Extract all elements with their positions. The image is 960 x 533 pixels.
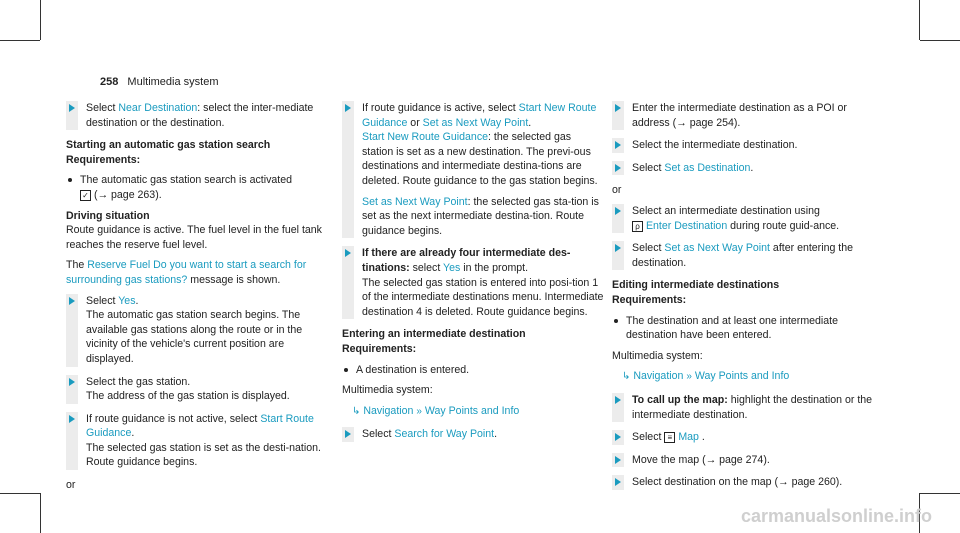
step-item: Select Set as Destination. xyxy=(612,161,874,176)
or-label: or xyxy=(66,479,76,492)
ui-term: Set as Next Way Point xyxy=(664,242,770,255)
double-chevron-icon: » xyxy=(686,371,692,383)
requirements-label: Requirements: xyxy=(612,293,687,306)
step-arrow-icon xyxy=(615,433,621,441)
column-1 xyxy=(66,101,328,493)
crop-mark xyxy=(920,493,960,494)
step-arrow-icon xyxy=(345,104,351,112)
step-item: Select an intermediate destination using ρ Enter Destination during route guid-ance. xyxy=(612,204,874,233)
step-arrow-icon xyxy=(615,141,621,149)
step-item: Enter the intermediate destination as a POI or address (→ page 254). xyxy=(612,101,874,130)
step-arrow-icon xyxy=(69,415,75,423)
section-heading: Editing intermediate destinations xyxy=(612,279,780,292)
step-item: Select ≡ Map . xyxy=(612,430,874,445)
crop-mark xyxy=(0,40,40,41)
ui-term: Set as Next Way Point xyxy=(422,116,529,129)
section-title: Multimedia system xyxy=(127,76,219,88)
crop-mark xyxy=(40,493,41,533)
paragraph: Multimedia system: xyxy=(612,349,703,362)
bullet-item: The destination and at least one intermediate destination have been entered. xyxy=(612,314,874,343)
section-heading: Starting an automatic gas station search xyxy=(66,139,271,152)
requirements-label: Requirements: xyxy=(66,153,141,166)
ui-term: Set as Destination xyxy=(664,161,751,174)
step-item: If there are already four intermediate des-tinations: select Yes in the prompt. The selected gas station is entered into posi-tion 1 of the intermediate destinations menu. Intermediate destination 4 is deleted. Route guidance begins. xyxy=(342,246,604,319)
step-item: Select Yes. The automatic gas station search begins. The available gas stations along the route or in the vicinity of the vehicle's current position are displayed. xyxy=(66,294,328,367)
search-icon: ρ xyxy=(632,221,643,232)
section-heading: Driving situation xyxy=(66,209,150,222)
step-arrow-icon xyxy=(69,378,75,386)
ui-term: Map xyxy=(678,431,699,444)
page-header xyxy=(100,76,219,88)
or-label: or xyxy=(612,184,622,197)
ui-term: Enter Destination xyxy=(645,219,728,232)
step-item: If route guidance is active, select Start New Route Guidance or Set as Next Way Point. Start New Route Guidance: the selected gas station is set as a new destination. The previ-ous destinations and intermediate destina-tions are deleted. Route guidance to the gas station begins. Set as Next Way Point: the selected gas sta-tion is set as the next intermediate destina-tion. Route guidance begins. xyxy=(342,101,604,238)
step-arrow-icon xyxy=(69,104,75,112)
step-arrow-icon xyxy=(615,164,621,172)
bullet-item: The automatic gas station search is activated ✓ (→ page 263). xyxy=(66,173,328,202)
menu-path: ↳ Navigation » Way Points and Info xyxy=(622,370,790,383)
column-2 xyxy=(342,101,604,450)
step-item: Select Near Destination: select the inter-mediate destination or the destination. xyxy=(66,101,328,130)
step-item: Select the gas station. The address of the gas station is displayed. xyxy=(66,375,328,404)
ui-term: Reserve Fuel Do you want to start a search for surrounding gas stations? xyxy=(66,259,307,286)
step-arrow-icon xyxy=(345,249,351,257)
map-menu-icon: ≡ xyxy=(664,432,675,443)
step-arrow-icon xyxy=(615,104,621,112)
column-3 xyxy=(612,101,874,498)
requirements-label: Requirements: xyxy=(342,342,417,355)
step-item: Move the map (→ page 274). xyxy=(612,453,874,468)
step-arrow-icon xyxy=(345,430,351,438)
ui-term: Start New Route Guidance xyxy=(362,131,489,144)
ui-term: Yes xyxy=(118,294,136,307)
ui-term: Yes xyxy=(443,261,461,274)
menu-path: ↳ Navigation » Way Points and Info xyxy=(352,404,520,417)
paragraph: Route guidance is active. The fuel level in the fuel tank reaches the reserve fuel level. xyxy=(66,224,322,251)
crop-mark xyxy=(0,493,40,494)
checkbox-icon: ✓ xyxy=(80,190,91,201)
step-arrow-icon xyxy=(615,478,621,486)
page-number: 258 xyxy=(100,76,119,88)
section-heading: Entering an intermediate destination xyxy=(342,328,526,341)
step-arrow-icon xyxy=(615,244,621,252)
step-item: Select Set as Next Way Point after entering the destination. xyxy=(612,241,874,270)
crop-mark xyxy=(920,40,960,41)
double-chevron-icon: » xyxy=(416,405,422,417)
step-item: If route guidance is not active, select Start Route Guidance. The selected gas station is set as the desti-nation. Route guidance begins. xyxy=(66,412,328,470)
ui-term: Start New Route Guidance xyxy=(362,102,597,129)
paragraph: Multimedia system: xyxy=(342,384,433,397)
ui-term: Search for Way Point xyxy=(394,428,495,441)
watermark: carmanualsonline.info xyxy=(740,506,932,526)
step-arrow-icon xyxy=(615,456,621,464)
step-item: Select destination on the map (→ page 260). xyxy=(612,475,874,490)
path-arrow-icon: ↳ xyxy=(622,371,631,383)
path-arrow-icon: ↳ xyxy=(352,405,361,417)
ui-term: Near Destination xyxy=(118,102,198,114)
step-arrow-icon xyxy=(69,297,75,305)
step-item: To call up the map: highlight the destination or the intermediate destination. xyxy=(612,393,874,422)
crop-mark xyxy=(40,0,41,40)
crop-mark xyxy=(919,0,920,40)
step-arrow-icon xyxy=(615,396,621,404)
step-item: Select Search for Way Point. xyxy=(342,427,604,442)
ui-term: Start Route Guidance xyxy=(86,412,314,440)
paragraph: The Reserve Fuel Do you want to start a search for surrounding gas stations? message is shown. xyxy=(66,259,307,286)
bullet-item: A destination is entered. xyxy=(342,363,604,378)
step-arrow-icon xyxy=(615,207,621,215)
step-item: Select the intermediate destination. xyxy=(612,138,874,153)
ui-term: Set as Next Way Point xyxy=(362,195,468,208)
